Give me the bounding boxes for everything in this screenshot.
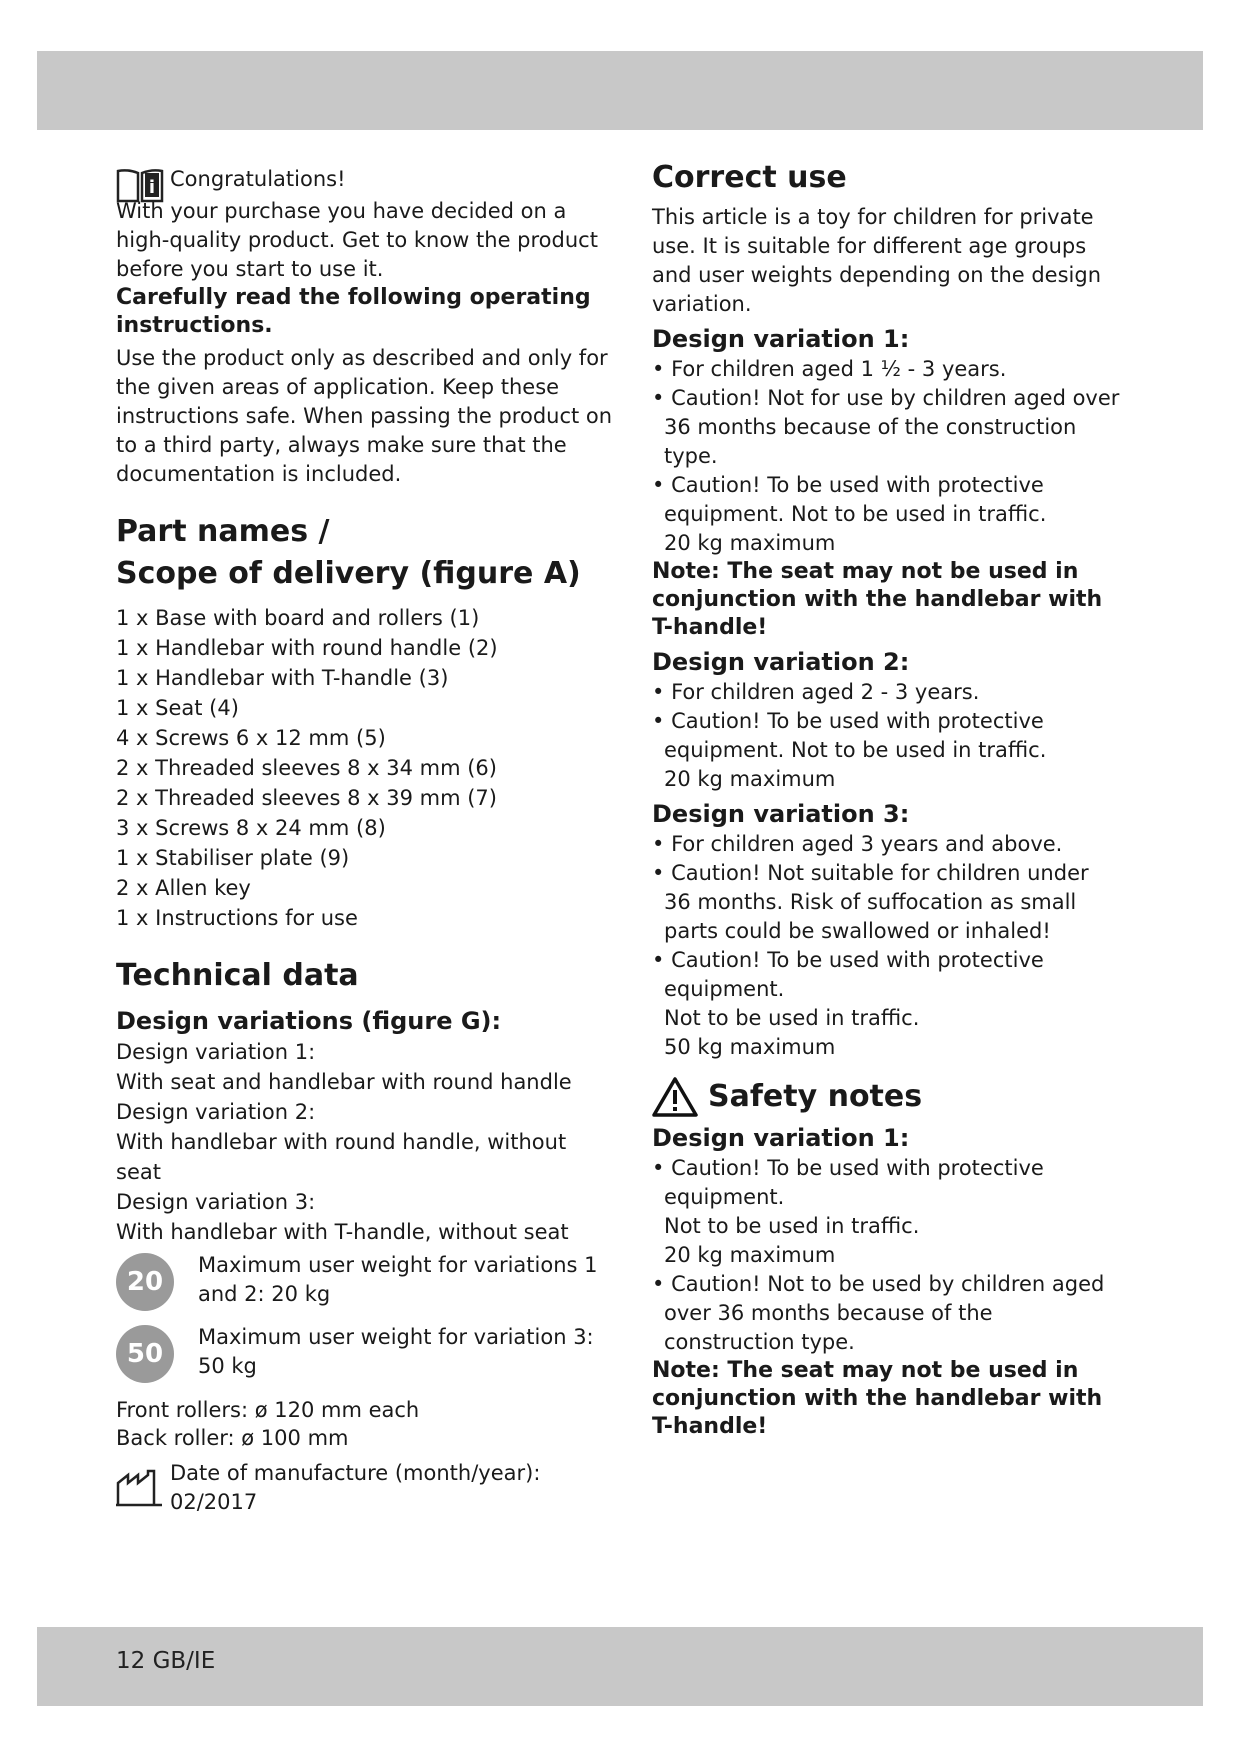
list-item: 1 x Handlebar with T-handle (3) [116, 666, 449, 690]
parts-list [116, 603, 616, 933]
list-item: • Caution! Not suitable for children under 36 months. Risk of suffocation as small parts could be swallowed or inhaled! [652, 859, 1122, 946]
list-item: 1 x Handlebar with round handle (2) [116, 636, 498, 660]
list-item: 1 x Base with board and rollers (1) [116, 606, 480, 630]
variation-label: Design variation 3: [116, 1190, 316, 1214]
list-item: • Caution! Not to be used by children aged over 36 months because of the construction type. [652, 1270, 1122, 1357]
variation-desc: With seat and handlebar with round handle [116, 1070, 572, 1094]
info-book-icon [116, 167, 164, 209]
technical-data-heading: Technical data [116, 958, 359, 993]
dv3-heading: Design variation 3: [652, 800, 910, 828]
weight-limit-text: Maximum user weight for variations 1 and 2: 20 kg [198, 1253, 598, 1306]
dv1-bullets [652, 355, 1122, 529]
congratulations-text: Congratulations! [170, 167, 346, 191]
list-item: • For children aged 1 ½ - 3 years. [652, 355, 1122, 384]
safety-dv1-heading: Design variation 1: [652, 1124, 910, 1152]
factory-icon [116, 1467, 162, 1511]
dv3-bullets [652, 830, 1122, 1004]
list-item: 2 x Allen key [116, 876, 251, 900]
weight-limit-50 [116, 1323, 616, 1389]
usage-paragraph: Use the product only as described and only for the given areas of application. Keep these instructions safe. When passing the product on to a third party, always make sure that the documentation is included. [116, 346, 613, 486]
right-column [652, 160, 1122, 1441]
parts-heading-line1: Part names / [116, 514, 330, 549]
back-roller: Back roller: ø 100 mm [116, 1426, 349, 1450]
safety-max-weight: 20 kg maximum [664, 1243, 836, 1267]
list-item: 3 x Screws 8 x 24 mm (8) [116, 816, 386, 840]
variation-label: Design variation 2: [116, 1100, 316, 1124]
safety-bullets-2 [652, 1270, 1122, 1357]
dv3-max-weight: 50 kg maximum [664, 1035, 836, 1059]
dv2-heading: Design variation 2: [652, 648, 910, 676]
weight-20-badge-icon: 20 [116, 1253, 174, 1311]
dv1-max-weight: 20 kg maximum [664, 531, 836, 555]
list-item: • Caution! To be used with protective equipment. [652, 946, 1122, 1004]
design-variations-heading: Design variations (figure G): [116, 1007, 502, 1035]
safety-notes-header [652, 1076, 1122, 1118]
correct-use-intro: This article is a toy for children for private use. It is suitable for different age groups and user weights depending on the design variation. [652, 205, 1102, 316]
list-item: • Caution! To be used with protective equipment. Not to be used in traffic. [652, 707, 1122, 765]
safety-traffic-line: Not to be used in traffic. [664, 1214, 920, 1238]
safety-seat-note: Note: The seat may not be used in conjunction with the handlebar with T-handle! [652, 1358, 1103, 1439]
safety-notes-heading: Safety notes [708, 1079, 923, 1114]
manufacture-date: Date of manufacture (month/year): 02/2017 [170, 1461, 541, 1514]
list-item: • For children aged 3 years and above. [652, 830, 1122, 859]
congratulations-block [116, 165, 616, 215]
list-item: • For children aged 2 - 3 years. [652, 678, 1122, 707]
variation-desc: With handlebar with T-handle, without seat [116, 1220, 569, 1244]
list-item: 1 x Instructions for use [116, 906, 358, 930]
list-item: 4 x Screws 6 x 12 mm (5) [116, 726, 386, 750]
weight-limit-20 [116, 1251, 616, 1317]
warning-triangle-icon [652, 1076, 698, 1118]
parts-heading-line2: Scope of delivery (figure A) [116, 556, 581, 591]
list-item: • Caution! Not for use by children aged over 36 months because of the construction type. [652, 384, 1122, 471]
list-item: 1 x Seat (4) [116, 696, 239, 720]
dv2-max-weight: 20 kg maximum [664, 767, 836, 791]
safety-bullets-1 [652, 1154, 1122, 1212]
svg-text:i: i [148, 177, 156, 198]
left-column [116, 165, 616, 1517]
dv1-heading: Design variation 1: [652, 325, 910, 353]
list-item: 1 x Stabiliser plate (9) [116, 846, 350, 870]
read-instructions-bold: Carefully read the following operating instructions. [116, 285, 591, 338]
manufacture-block [116, 1459, 616, 1517]
correct-use-heading: Correct use [652, 160, 847, 195]
header-band [37, 51, 1203, 130]
list-item: • Caution! To be used with protective equipment. [652, 1154, 1122, 1212]
weight-50-badge-icon: 50 [116, 1325, 174, 1383]
front-rollers: Front rollers: ø 120 mm each [116, 1398, 420, 1422]
dv3-traffic-line: Not to be used in traffic. [664, 1006, 920, 1030]
variation-desc: With handlebar with round handle, without seat [116, 1130, 567, 1184]
variation-label: Design variation 1: [116, 1040, 316, 1064]
page-number: 12 GB/IE [116, 1648, 216, 1674]
seat-note: Note: The seat may not be used in conjunction with the handlebar with T-handle! [652, 559, 1103, 640]
intro-paragraph: With your purchase you have decided on a high-quality product. Get to know the product before you start to use it. [116, 199, 598, 281]
list-item: 2 x Threaded sleeves 8 x 39 mm (7) [116, 786, 497, 810]
list-item: • Caution! To be used with protective equipment. Not to be used in traffic. [652, 471, 1122, 529]
weight-limit-text: Maximum user weight for variation 3: 50 kg [198, 1325, 594, 1378]
list-item: 2 x Threaded sleeves 8 x 34 mm (6) [116, 756, 497, 780]
dv2-bullets [652, 678, 1122, 765]
